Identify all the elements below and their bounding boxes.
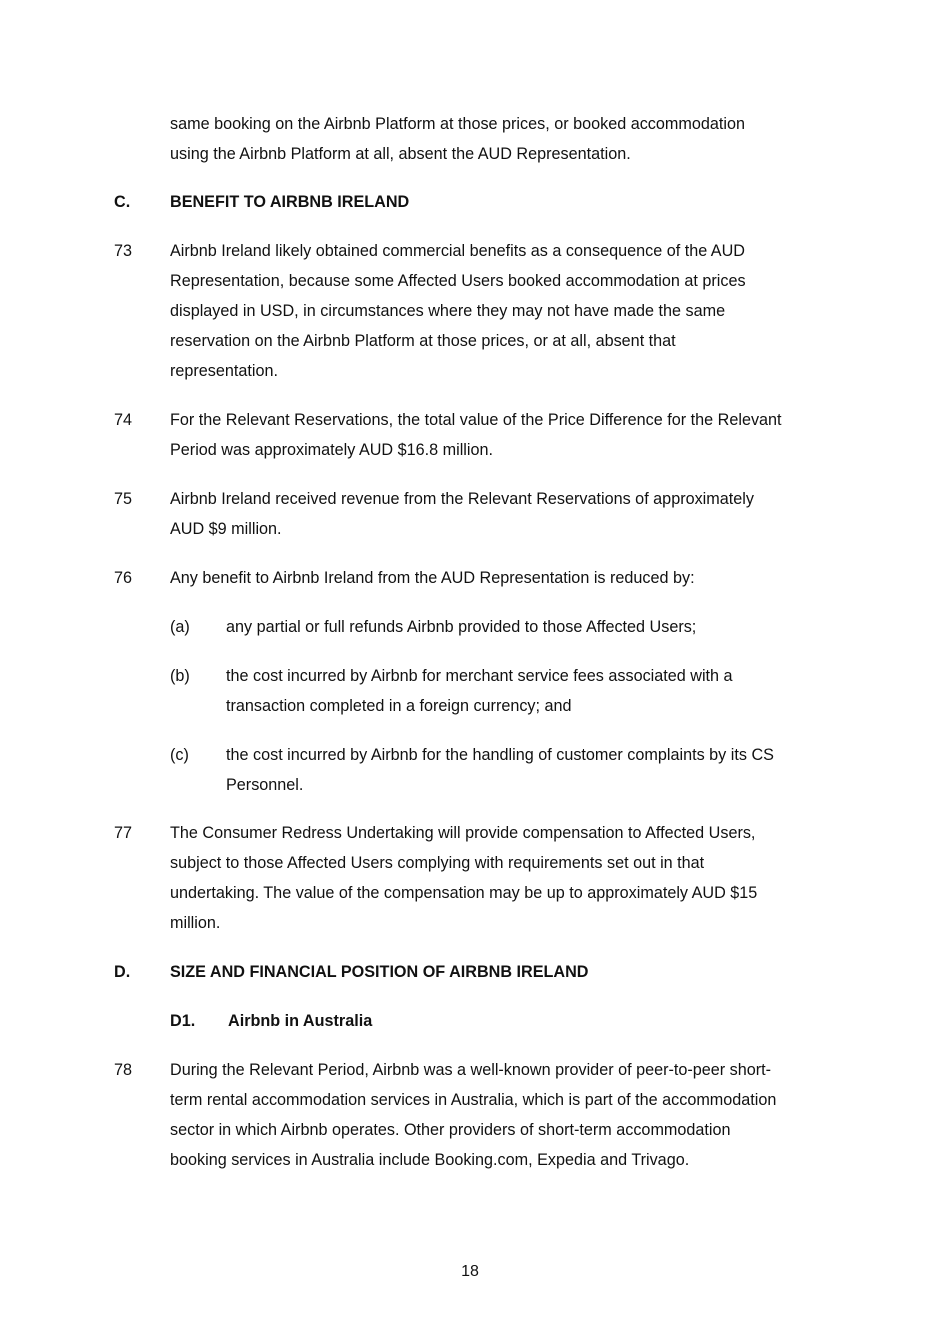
text-line: Period was approximately AUD $16.8 million. bbox=[170, 441, 493, 459]
text-line: For the Relevant Reservations, the total value of the Price Difference for the Relevant bbox=[170, 411, 782, 429]
paragraph-73-text bbox=[170, 236, 834, 386]
text-line: During the Relevant Period, Airbnb was a well-known provider of peer-to-peer short- bbox=[170, 1061, 772, 1079]
text-line: the cost incurred by Airbnb for the handling of customer complaints by its CS bbox=[226, 746, 774, 764]
section-d-title: SIZE AND FINANCIAL POSITION OF AIRBNB IRELAND bbox=[170, 963, 589, 981]
text-line: sector in which Airbnb operates. Other providers of short-term accommodation bbox=[170, 1121, 731, 1139]
text-line: Airbnb Ireland received revenue from the Relevant Reservations of approximately bbox=[170, 490, 754, 508]
text-line: transaction completed in a foreign currency; and bbox=[226, 697, 572, 715]
text-line: AUD $9 million. bbox=[170, 520, 282, 538]
section-c-letter: C. bbox=[114, 193, 131, 211]
text-line: The Consumer Redress Undertaking will provide compensation to Affected Users, bbox=[170, 824, 756, 842]
text-line: Personnel. bbox=[226, 776, 304, 794]
text-line: Representation, because some Affected Users booked accommodation at prices bbox=[170, 272, 746, 290]
section-d-letter: D. bbox=[114, 963, 131, 981]
text-line: term rental accommodation services in Australia, which is part of the accommodation bbox=[170, 1091, 777, 1109]
text-line: Any benefit to Airbnb Ireland from the AUD Representation is reduced by: bbox=[170, 569, 695, 587]
list-item-marker: (c) bbox=[170, 746, 189, 764]
paragraph-76-text bbox=[170, 563, 834, 593]
text-line: undertaking. The value of the compensation may be up to approximately AUD $15 bbox=[170, 884, 758, 902]
text-line: the cost incurred by Airbnb for merchant service fees associated with a bbox=[226, 667, 733, 685]
paragraph-78-text bbox=[170, 1055, 834, 1175]
list-item bbox=[226, 661, 826, 721]
paragraph-75-number: 75 bbox=[114, 490, 133, 508]
text-line: million. bbox=[170, 914, 221, 932]
list-item bbox=[226, 740, 826, 800]
list-item bbox=[226, 612, 826, 642]
page-number: 18 bbox=[461, 1263, 479, 1280]
text-line: booking services in Australia include Booking.com, Expedia and Trivago. bbox=[170, 1151, 690, 1169]
text-line: displayed in USD, in circumstances where they may not have made the same bbox=[170, 302, 726, 320]
list-item-marker: (b) bbox=[170, 667, 190, 685]
text-line: same booking on the Airbnb Platform at those prices, or booked accommodation bbox=[170, 115, 745, 133]
paragraph-78-number: 78 bbox=[114, 1061, 133, 1079]
paragraph-77-text bbox=[170, 818, 834, 938]
text-line: Airbnb Ireland likely obtained commercial benefits as a consequence of the AUD bbox=[170, 242, 745, 260]
continuation-paragraph bbox=[170, 109, 834, 169]
subsection-d1-code: D1. bbox=[170, 1012, 196, 1030]
paragraph-75-text bbox=[170, 484, 834, 544]
text-line: reservation on the Airbnb Platform at those prices, or at all, absent that bbox=[170, 332, 676, 350]
text-line: using the Airbnb Platform at all, absent the AUD Representation. bbox=[170, 145, 631, 163]
paragraph-74-text bbox=[170, 405, 834, 465]
paragraph-74-number: 74 bbox=[114, 411, 133, 429]
text-line: subject to those Affected Users complying with requirements set out in that bbox=[170, 854, 705, 872]
paragraph-76-number: 76 bbox=[114, 569, 133, 587]
list-item-marker: (a) bbox=[170, 618, 190, 636]
text-line: any partial or full refunds Airbnb provided to those Affected Users; bbox=[226, 618, 697, 636]
subsection-d1-title: Airbnb in Australia bbox=[228, 1012, 373, 1030]
text-line: representation. bbox=[170, 362, 278, 380]
paragraph-73-number: 73 bbox=[114, 242, 133, 260]
paragraph-77-number: 77 bbox=[114, 824, 133, 842]
section-c-title: BENEFIT TO AIRBNB IRELAND bbox=[170, 193, 410, 211]
